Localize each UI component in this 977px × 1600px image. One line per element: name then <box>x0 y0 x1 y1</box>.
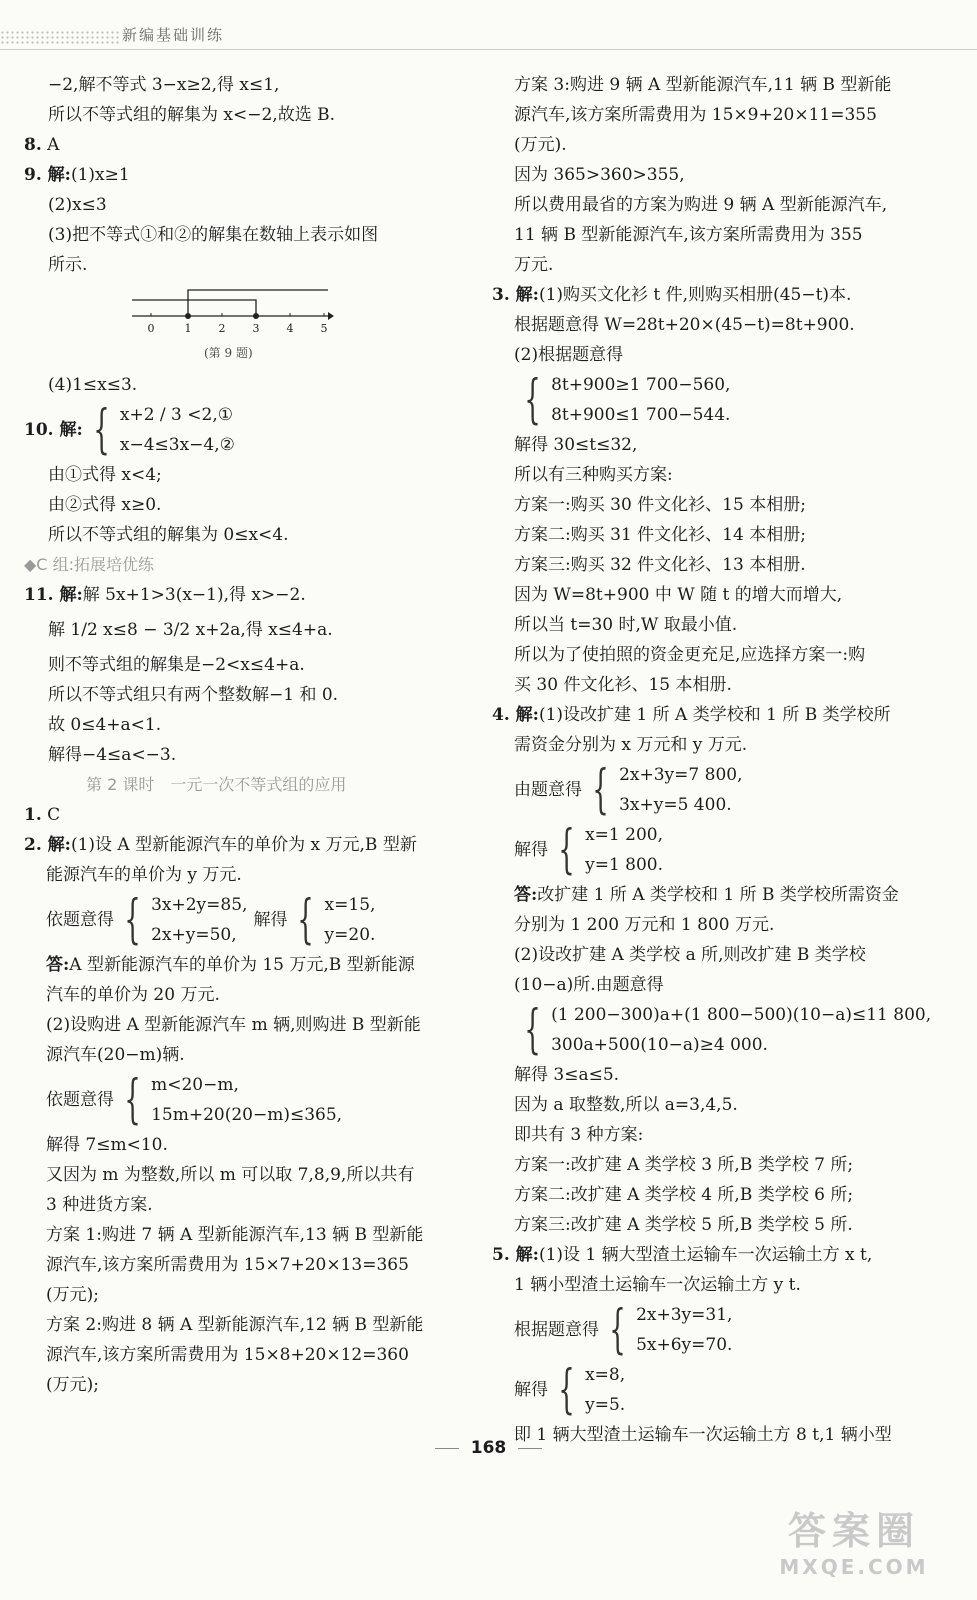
text-line: (万元); <box>46 1375 99 1395</box>
question-number: 11. 解: <box>24 585 83 605</box>
equation: 8t+900≤1 700−544. <box>551 405 731 425</box>
answer-4 <box>492 700 932 730</box>
question-number: 3. 解: <box>492 285 539 305</box>
watermark-text: 答案圈 <box>787 1509 920 1553</box>
brace-icon: { <box>558 820 575 880</box>
answer-9 <box>24 160 464 190</box>
question-number: 4. 解: <box>492 705 539 725</box>
text-line: 又因为 m 为整数,所以 m 可以取 7,8,9,所以共有 <box>46 1165 415 1185</box>
system-label: 解得 <box>514 1380 548 1400</box>
brace-icon: { <box>297 890 315 950</box>
equation-system <box>492 370 932 430</box>
tick-label: 5 <box>320 322 328 335</box>
system-rows <box>551 370 730 430</box>
text-line: 则不等式组的解集是−2<x≤4+a. <box>48 655 305 675</box>
text-line: 所以有三种购买方案: <box>514 465 673 485</box>
text-line: 即 1 辆大型渣土运输车一次运输土方 8 t,1 辆小型 <box>514 1425 892 1445</box>
text-line: 所示. <box>48 255 88 275</box>
equation-system <box>24 1070 464 1130</box>
number-line-figure <box>24 280 464 370</box>
text-line: 万元. <box>514 255 554 275</box>
brace-icon: { <box>524 1000 541 1060</box>
system-label: 依题意得 <box>46 1090 114 1110</box>
text-line: 方案 2:购进 8 辆 A 型新能源汽车,12 辆 B 型新能 <box>46 1315 424 1335</box>
text-line: (3)把不等式①和②的解集在数轴上表示如图 <box>48 225 379 245</box>
equation-system <box>492 1000 932 1060</box>
tick-label: 4 <box>286 322 294 335</box>
equation: 15m+20(20−m)≤365, <box>151 1105 343 1125</box>
text-line: 所以不等式组的解集为 x<−2,故选 B. <box>48 105 335 125</box>
text-line: 源汽车,该方案所需费用为 15×8+20×12=360 <box>46 1345 409 1365</box>
text-line: 所以不等式组只有两个整数解−1 和 0. <box>48 685 339 705</box>
watermark-logo <box>759 1500 949 1580</box>
system-rows <box>619 760 742 820</box>
brace-icon: { <box>592 760 609 820</box>
tick-label: 3 <box>252 322 260 335</box>
text-line: 买 30 件文化衫、15 本相册. <box>514 675 732 695</box>
answer-text: (1)设 A 型新能源汽车的单价为 x 万元,B 型新 <box>70 835 417 855</box>
text-line: 源汽车,该方案所需费用为 15×7+20×13=365 <box>46 1255 409 1275</box>
text-line: 所以不等式组的解集为 0≤x<4. <box>48 525 289 545</box>
text-line: 能源汽车的单价为 y 万元. <box>46 865 242 885</box>
equation: y=20. <box>324 925 376 945</box>
equation-system <box>492 760 932 820</box>
question-number: 2. 解: <box>24 835 71 855</box>
equation-system <box>492 820 932 880</box>
equation: x−4≤3x−4,② <box>119 435 235 455</box>
text-line: (万元). <box>514 135 567 155</box>
text-line: 解得 30≤t≤32, <box>514 435 638 455</box>
system-label: 根据题意得 <box>514 1320 599 1340</box>
system-label: 解得 <box>253 910 288 930</box>
equation: 300a+500(10−a)≥4 000. <box>551 1035 768 1055</box>
text-line: 方案一:改扩建 A 类学校 3 所,B 类学校 7 所; <box>514 1155 854 1175</box>
brace-icon: { <box>124 1070 141 1130</box>
text-line: (10−a)所.由题意得 <box>514 975 664 995</box>
equation: 2x+y=50, <box>151 925 237 945</box>
text-line: 因为 a 取整数,所以 a=3,4,5. <box>514 1095 738 1115</box>
equation-system <box>24 890 464 950</box>
text-line: 方案一:购买 30 件文化衫、15 本相册; <box>514 495 806 515</box>
figure-caption: (第 9 题) <box>204 346 253 360</box>
text-line: (2)设购进 A 型新能源汽车 m 辆,则购进 B 型新能 <box>46 1015 421 1035</box>
question-number: 9. 解: <box>24 165 71 185</box>
answer-8 <box>24 130 464 160</box>
text-line: 11 辆 B 型新能源汽车,该方案所需费用为 355 <box>514 225 863 245</box>
question-number: 1. <box>24 805 42 825</box>
answer-11 <box>24 580 464 610</box>
equation: y=1 800. <box>585 855 664 875</box>
equation: 2x+3y=7 800, <box>619 765 743 785</box>
equation-system <box>492 1300 932 1360</box>
brace-icon: { <box>93 400 110 460</box>
system-rows <box>585 1360 625 1420</box>
text-line: 解得−4≤a<−3. <box>48 745 177 765</box>
text-line <box>24 950 464 980</box>
answer-2 <box>24 830 464 860</box>
text-line: 解 1/2 x≤8 − 3/2 x+2a,得 x≤4+a. <box>48 620 333 640</box>
text-line: 解得 7≤m<10. <box>46 1135 168 1155</box>
tick-label: 2 <box>218 322 226 335</box>
system-label: 解得 <box>514 840 548 860</box>
text-line: 方案二:购买 31 件文化衫、14 本相册; <box>514 525 806 545</box>
answer-text: 解 5x+1>3(x−1),得 x>−2. <box>82 585 306 605</box>
system-rows <box>151 890 247 950</box>
text-line: 方案 3:购进 9 辆 A 型新能源汽车,11 辆 B 型新能 <box>514 75 892 95</box>
header-rule <box>0 49 977 50</box>
system-rows <box>551 1000 931 1060</box>
system-label: 依题意得 <box>46 910 114 930</box>
equation: 5x+6y=70. <box>636 1335 733 1355</box>
answer-1 <box>24 800 464 830</box>
equation: x=8, <box>585 1365 626 1385</box>
tick-label: 0 <box>147 322 155 335</box>
text-line: 源汽车(20−m)辆. <box>46 1045 185 1065</box>
question-number: 5. 解: <box>492 1245 539 1265</box>
equation: 3x+2y=85, <box>151 895 248 915</box>
brace-icon: { <box>609 1300 626 1360</box>
section-heading: ◆C 组:拓展培优练 <box>24 555 154 574</box>
text-line: 由②式得 x≥0. <box>48 495 162 515</box>
equation-system <box>492 1360 932 1420</box>
text-line: (2)根据题意得 <box>514 345 624 365</box>
divider <box>518 1448 542 1449</box>
text-line: −2,解不等式 3−x≥2,得 x≤1, <box>48 75 280 95</box>
closed-point <box>185 313 191 319</box>
book-title: 新编基础训练 <box>122 26 225 44</box>
text-line: 方案 1:购进 7 辆 A 型新能源汽车,13 辆 B 型新能 <box>46 1225 424 1245</box>
text-line: 方案三:购买 32 件文化衫、13 本相册. <box>514 555 806 575</box>
text-line: 因为 365>360>355, <box>514 165 685 185</box>
answer-text: (1)设改扩建 1 所 A 类学校和 1 所 B 类学校所 <box>538 705 891 725</box>
text-line: 所以当 t=30 时,W 取最小值. <box>514 615 738 635</box>
brace-icon: { <box>558 1360 575 1420</box>
answer-text: (1)x≥1 <box>70 165 130 185</box>
tick-label: 1 <box>184 322 192 335</box>
number-line-svg <box>124 280 334 340</box>
equation: 3x+y=5 400. <box>619 795 732 815</box>
equation: 2x+3y=31, <box>636 1305 733 1325</box>
answer-text: C <box>41 805 61 825</box>
equation: (1 200−300)a+(1 800−500)(10−a)≤11 800, <box>551 1005 932 1025</box>
answer-label: 答: <box>514 885 538 905</box>
equation: y=5. <box>585 1395 626 1415</box>
system-rows <box>636 1300 732 1360</box>
right-column <box>492 70 932 1450</box>
answer-text: (1)购买文化衫 t 件,则购买相册(45−t)本. <box>538 285 852 305</box>
equation: x=1 200, <box>585 825 663 845</box>
text-line: 由①式得 x<4; <box>48 465 162 485</box>
equation: m<20−m, <box>151 1075 239 1095</box>
closed-point <box>253 313 259 319</box>
text-line: (2)设改扩建 A 类学校 a 所,则改扩建 B 类学校 <box>514 945 866 965</box>
text-line: (万元); <box>46 1285 99 1305</box>
text-line: 3 种进货方案. <box>46 1195 153 1215</box>
system-label: 由题意得 <box>514 780 582 800</box>
answer-10-system <box>24 400 464 460</box>
question-number: 8. <box>24 135 42 155</box>
text-line: 即共有 3 种方案: <box>514 1125 644 1145</box>
text-line: 因为 W=8t+900 中 W 随 t 的增大而增大, <box>514 585 843 605</box>
text-line: (2)x≤3 <box>48 195 107 215</box>
header-dots <box>0 30 120 46</box>
system-rows <box>151 1070 342 1130</box>
system-rows <box>585 820 663 880</box>
text-line: 故 0≤4+a<1. <box>48 715 162 735</box>
watermark-url: MXQE.COM <box>779 1555 929 1579</box>
answer-text: 改扩建 1 所 A 类学校和 1 所 B 类学校所需资金 <box>537 885 899 905</box>
solution-set-1 <box>188 290 328 316</box>
text-line: 所以为了使拍照的资金更充足,应选择方案一:购 <box>514 645 866 665</box>
text-line: 方案三:改扩建 A 类学校 5 所,B 类学校 5 所. <box>514 1215 853 1235</box>
page-number <box>0 1438 977 1458</box>
text-line: 汽车的单价为 20 万元. <box>46 985 220 1005</box>
brace-icon: { <box>124 890 141 950</box>
answer-text: A 型新能源汽车的单价为 15 万元,B 型新能源 <box>69 955 415 975</box>
text-line: 1 辆小型渣土运输车一次运输土方 y t. <box>514 1275 801 1295</box>
text-line: 源汽车,该方案所需费用为 15×9+20×11=355 <box>514 105 877 125</box>
text-line: (4)1≤x≤3. <box>48 375 138 395</box>
axis-arrow-icon <box>328 312 334 320</box>
answer-5 <box>492 1240 932 1270</box>
page-header <box>0 22 977 52</box>
text-line <box>492 880 932 910</box>
brace-icon: { <box>524 370 541 430</box>
left-column <box>24 70 464 1400</box>
lesson-heading: 第 2 课时 一元一次不等式组的应用 <box>86 775 347 794</box>
equation: x+2 / 3 <2,① <box>119 405 233 425</box>
text-line: 分别为 1 200 万元和 1 800 万元. <box>514 915 775 935</box>
page-number-text: 168 <box>470 1438 507 1458</box>
answer-text: A <box>41 135 60 155</box>
divider <box>435 1448 459 1449</box>
question-number: 10. 解: <box>24 420 83 440</box>
answer-label: 答: <box>46 955 70 975</box>
text-line: 方案二:改扩建 A 类学校 4 所,B 类学校 6 所; <box>514 1185 854 1205</box>
answer-text: (1)设 1 辆大型渣土运输车一次运输土方 x t, <box>538 1245 873 1265</box>
equation: x=15, <box>324 895 376 915</box>
text-line: 需资金分别为 x 万元和 y 万元. <box>514 735 748 755</box>
answer-3 <box>492 280 932 310</box>
text-line: 解得 3≤a≤5. <box>514 1065 620 1085</box>
system-rows <box>120 400 235 460</box>
system-rows <box>325 890 376 950</box>
text-line: 根据题意得 W=28t+20×(45−t)=8t+900. <box>514 315 855 335</box>
equation: 8t+900≥1 700−560, <box>551 375 731 395</box>
text-line: 所以费用最省的方案为购进 9 辆 A 型新能源汽车, <box>514 195 888 215</box>
